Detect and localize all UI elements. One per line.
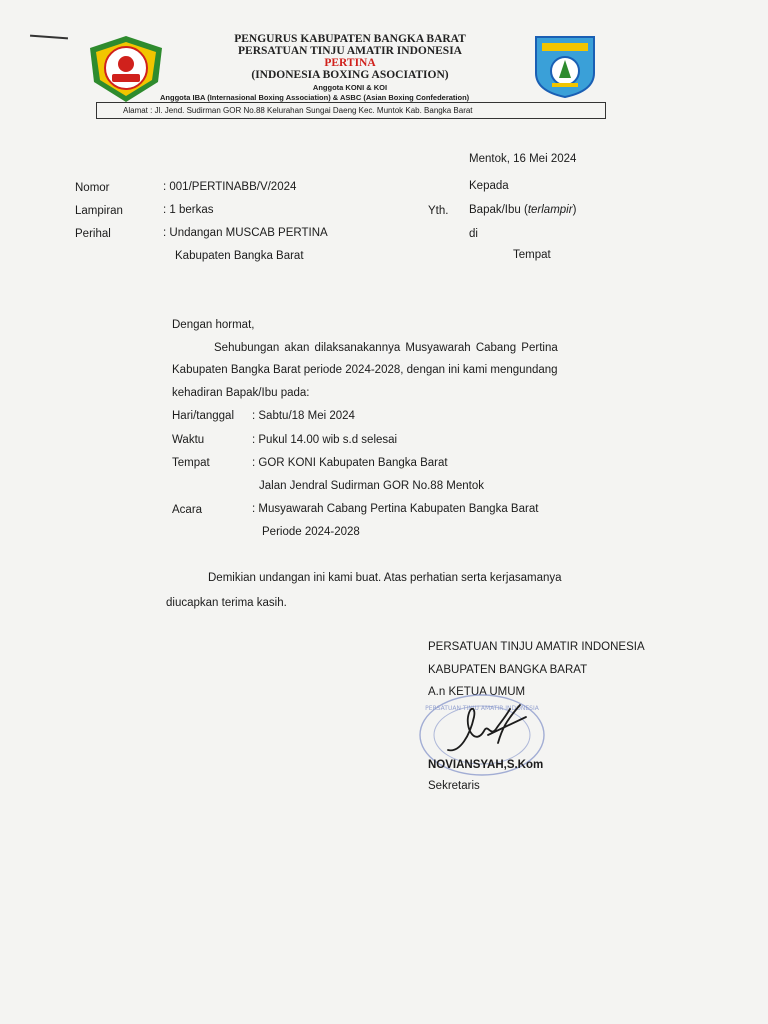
body-line3: kehadiran Bapak/Ibu pada:: [172, 387, 310, 399]
recipient-di: di: [469, 228, 478, 240]
detail-value-hari: : Sabtu/18 Mei 2024: [252, 410, 355, 422]
recipient-tempat: Tempat: [513, 249, 551, 261]
letterhead-line1: PENGURUS KABUPATEN BANGKA BARAT: [234, 33, 466, 45]
letterhead-line5: Anggota KONI & KOI: [312, 83, 388, 92]
stamp-text: PERSATUAN TINJU AMATIR INDONESIA: [425, 705, 539, 712]
closing-line1: Demikian undangan ini kami buat. Atas perhatian serta kerjasamanya: [208, 572, 562, 584]
meta-value-nomor: : 001/PERTINABB/V/2024: [163, 181, 297, 193]
body-line2: Kabupaten Bangka Barat periode 2024-2028, dengan ini kami mengundang: [172, 364, 558, 376]
signature-org1: PERSATUAN TINJU AMATIR INDONESIA: [428, 641, 645, 653]
address-text: Alamat : Jl. Jend. Sudirman GOR No.88 Kelurahan Sungai Daeng Kec. Muntok Kab. Bangka Barat: [123, 106, 473, 115]
detail-value-tempat-2: Jalan Jendral Sudirman GOR No.88 Mentok: [259, 480, 484, 492]
meta-label-nomor: Nomor: [75, 182, 110, 194]
detail-label-tempat: Tempat: [172, 457, 210, 469]
meta-label-perihal: Perihal: [75, 228, 111, 240]
detail-label-hari: Hari/tanggal: [172, 410, 235, 422]
body-line1: Sehubungan akan dilaksanakannya Musyawarah Cabang Pertina: [214, 342, 558, 354]
signatory-name: NOVIANSYAH,S.Kom: [428, 759, 544, 771]
closing-line2: diucapkan terima kasih.: [166, 597, 287, 609]
detail-value-tempat: : GOR KONI Kabupaten Bangka Barat: [252, 457, 448, 469]
letterhead-line6: Anggota IBA (Internasional Boxing Association) & ASBC (Asian Boxing Confederation): [160, 93, 470, 102]
pen-mark: [30, 35, 68, 40]
signature-role: A.n KETUA UMUM: [428, 686, 526, 698]
meta-label-lampiran: Lampiran: [75, 205, 123, 217]
detail-label-waktu: Waktu: [172, 434, 205, 446]
letterhead-line3: PERTINA: [324, 57, 376, 69]
letter-date: Mentok, 16 Mei 2024: [469, 153, 577, 165]
bangka-barat-logo-icon: [532, 33, 598, 99]
perihal-continuation: Kabupaten Bangka Barat: [175, 250, 304, 262]
meta-value-lampiran: : 1 berkas: [163, 204, 214, 216]
detail-value-acara: : Musyawarah Cabang Pertina Kabupaten Bangka Barat: [252, 503, 539, 515]
greeting: Dengan hormat,: [172, 319, 255, 331]
address-box: [96, 102, 606, 119]
meta-value-perihal: : Undangan MUSCAB PERTINA: [163, 227, 328, 239]
detail-value-waktu: : Pukul 14.00 wib s.d selesai: [252, 434, 398, 446]
detail-value-acara-2: Periode 2024-2028: [262, 526, 360, 538]
letterhead-line2: PERSATUAN TINJU AMATIR INDONESIA: [238, 45, 462, 57]
letterhead-line4: (INDONESIA BOXING ASOCIATION): [251, 69, 449, 81]
recipient-name: Bapak/Ibu (terlampir): [469, 204, 577, 216]
recipient-kepada: Kepada: [469, 180, 509, 192]
recipient-yth: Yth.: [428, 205, 449, 217]
pertina-logo-icon: [88, 34, 164, 104]
signature-org2: KABUPATEN BANGKA BARAT: [428, 664, 588, 676]
handwritten-signature-icon: [440, 695, 530, 765]
detail-label-acara: Acara: [172, 504, 203, 516]
signatory-title: Sekretaris: [428, 780, 480, 792]
